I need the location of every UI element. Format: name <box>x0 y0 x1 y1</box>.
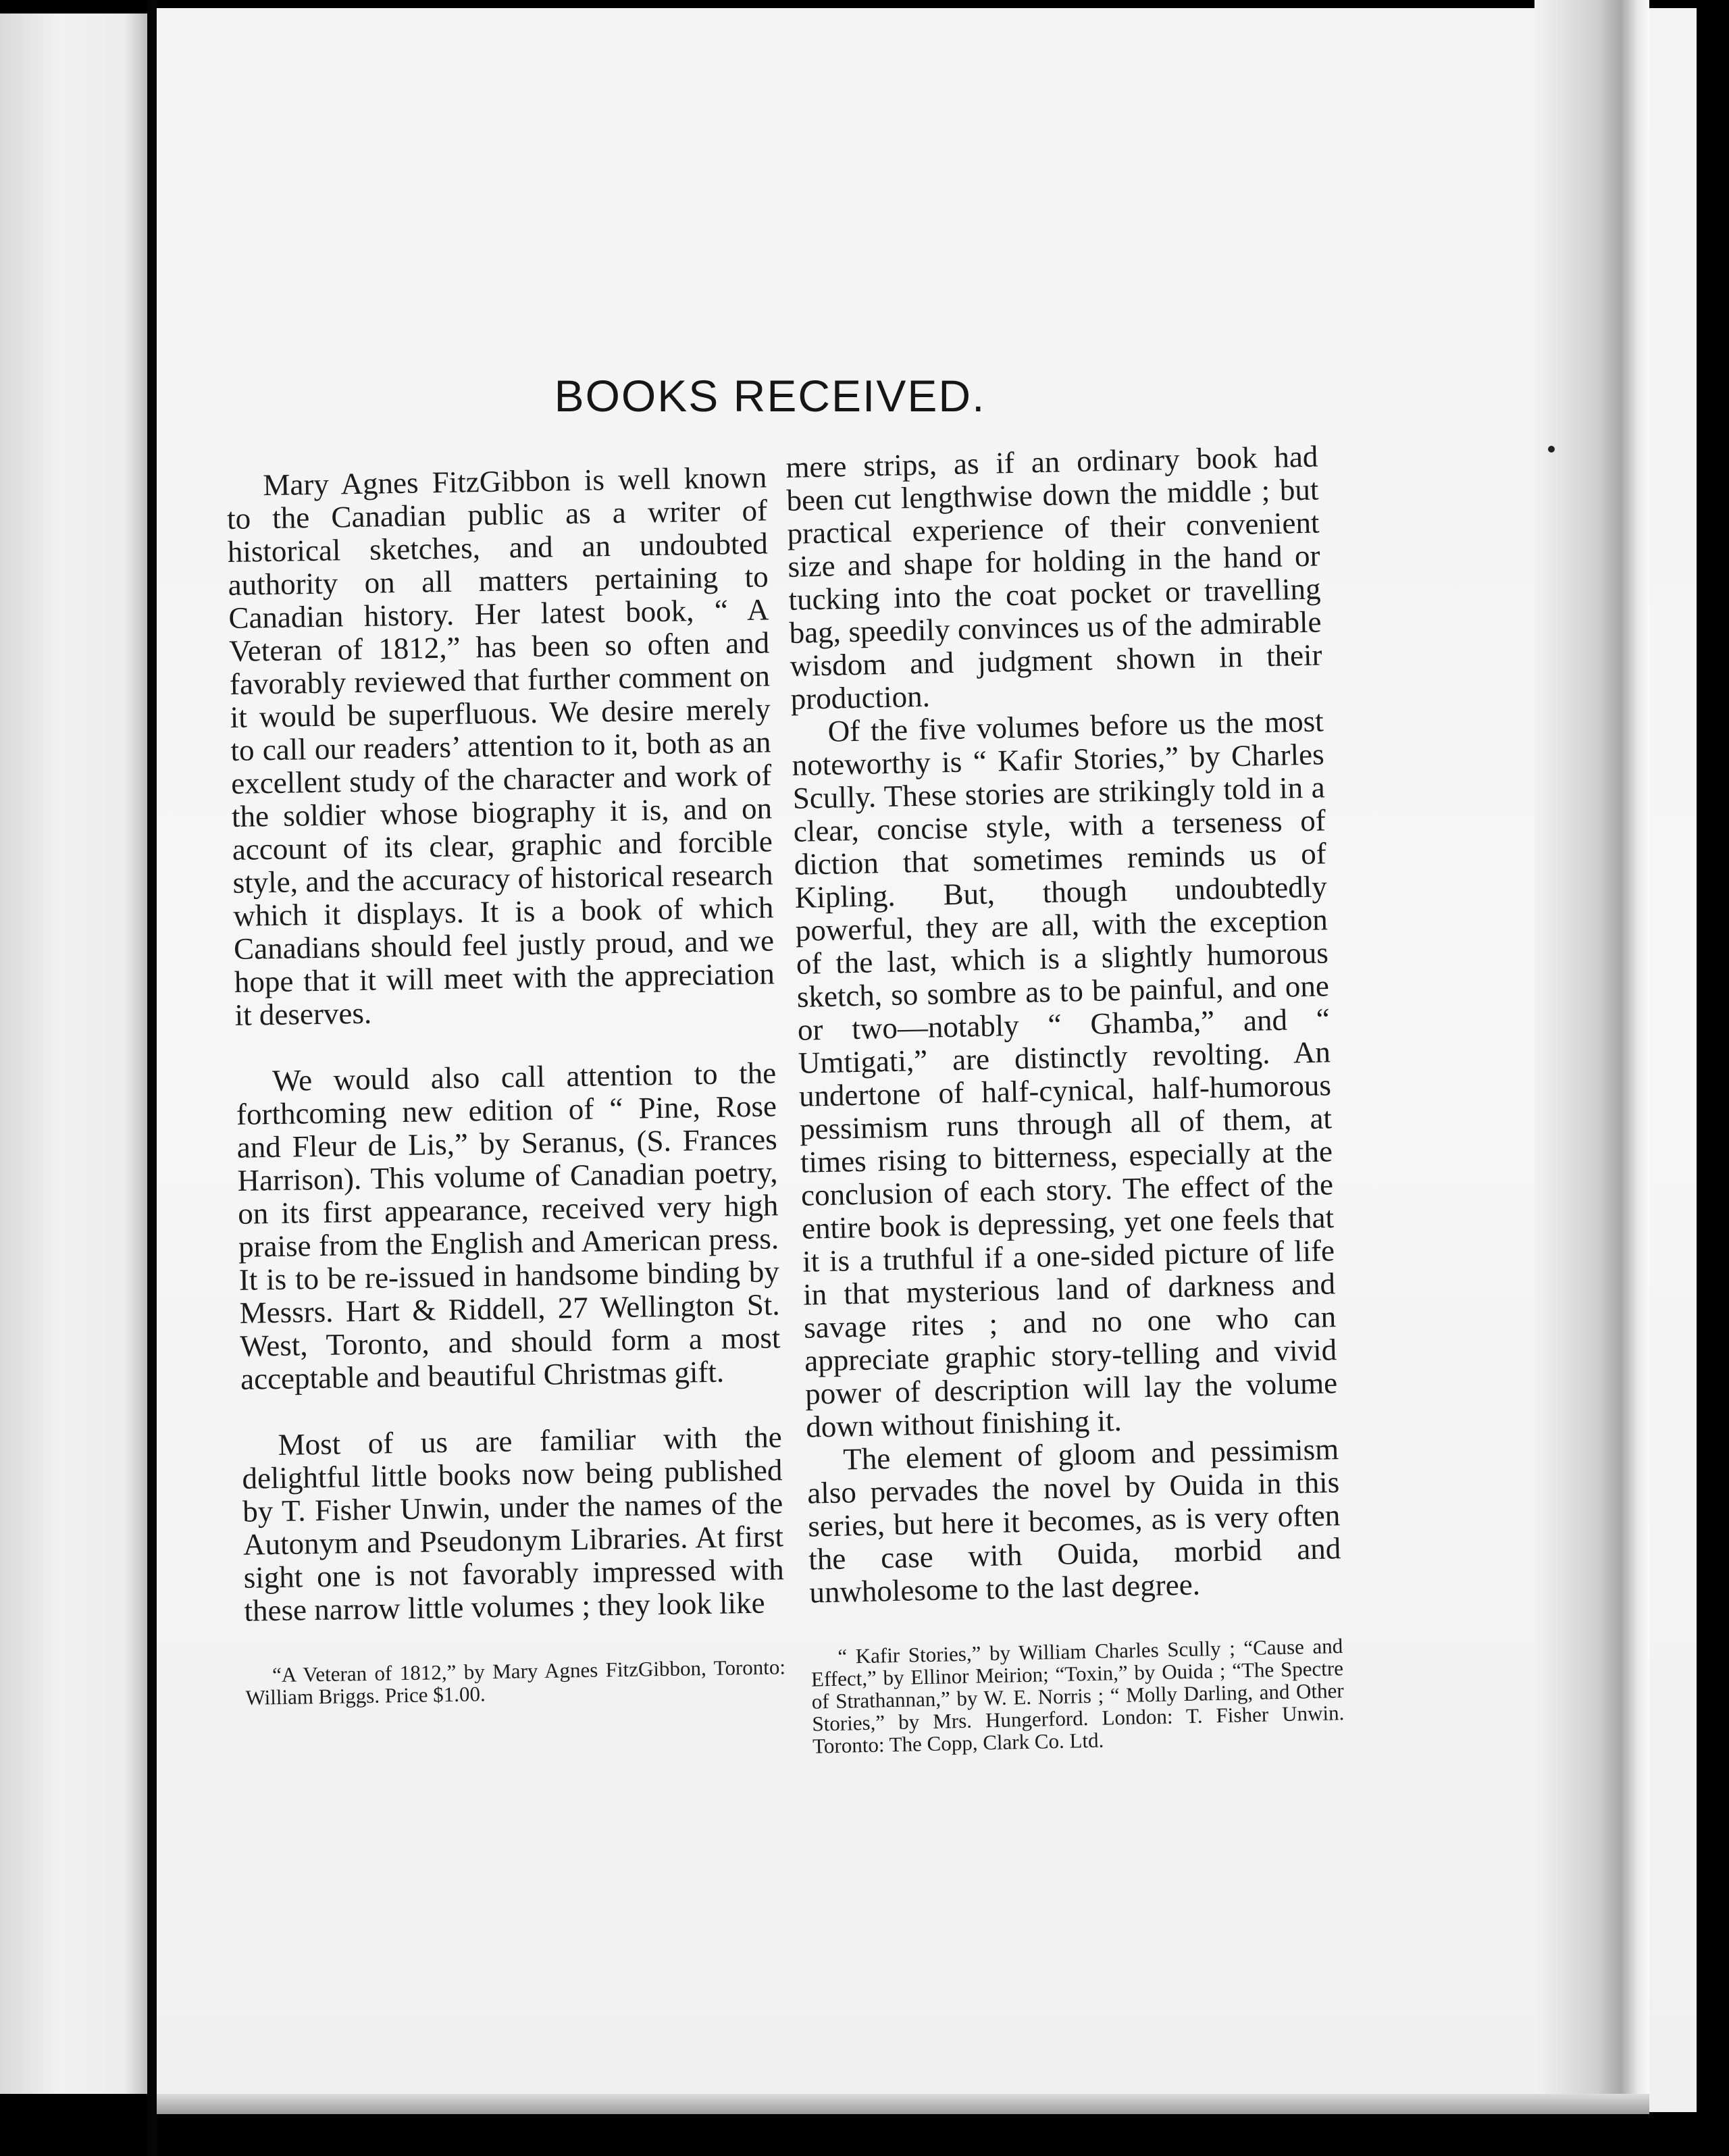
footnote-kafir: “ Kafir Stories,” by William Charles Scully ; “Cause and Effect,” by Ellinor Meirion; “Toxin,” by Ouida ; “The Spectre of Strathannan,” by W. E. Norris ; “ Molly Darling, and Other Stories,” by Mrs. Hungerford. London: T. Fisher Unwin. Toronto: The Copp, Clark Co. Ltd. <box>810 1634 1345 1758</box>
page-right-edge <box>1534 0 1649 2094</box>
page-bottom-edge <box>157 2094 1649 2114</box>
text-column-right <box>785 440 1345 1757</box>
margin-mark <box>1548 446 1555 453</box>
page-title: BOOKS RECEIVED. <box>554 371 986 421</box>
left-page-edge <box>0 14 147 2094</box>
paragraph-mere-strips: mere strips, as if an ordinary book had been cut lengthwise down the middle ; but practical experience of their convenient size and shape for holding in the hand or tucking into the coat pocket or travelling bag, speedily convinces us of the admirable wisdom and judgment shown in their production. <box>785 439 1323 716</box>
paragraph-ouida: The element of gloom and pessimism also pervades the novel by Ouida in this series, but here it becomes, as is very often the case with Ouida, morbid and unwholesome to the last degree. <box>806 1432 1341 1610</box>
text-column-left <box>226 461 786 1708</box>
footnote-veteran: “A Veteran of 1812,” by Mary Agnes FitzGibbon, Toronto: William Briggs. Price $1.00. <box>245 1655 786 1710</box>
paragraph-pine-rose: We would also call attention to the forthcoming new edition of “ Pine, Rose and Fleur de Lis,” by Seranus, (S. Frances Harrison). This volume of Canadian poetry, on its first appearance, received very high praise from the English and American press. It is to be re-issued in handsome binding by Messrs. Hart & Riddell, 27 Wellington St. West, Toronto, and should form a most acceptable and beautiful Christmas gift. <box>236 1056 781 1396</box>
paragraph-unwin-libraries: Most of us are familiar with the delightful little books now being published by T. Fisher Unwin, under the names of the Autonym and Pseudonym Libraries. At first sight one is not favorably impressed with these narrow little volumes ; they look like <box>242 1420 785 1628</box>
paragraph-kafir-stories: Of the five volumes before us the most noteworthy is “ Kafir Stories,” by Charles Scully. These stories are strikingly told in a clear, concise style, with a terseness of diction that sometimes reminds us of Kipling. But, though undoubtedly powerful, they are all, with the exception of the last, which is a slightly humorous sketch, so sombre as to be painful, and one or two—notably “ Ghamba,” and “ Umtigati,” are distinctly revolting. An undertone of half-cynical, half-humorous pessimism runs through all of them, at times rising to bitterness, especially at the conclusion of each story. The effect of the entire book is depressing, yet one feels that it is a truthful if a one-sided picture of life in that mysterious land of darkness and savage rites ; and no one who can appreciate graphic story-telling and vivid power of description will lay the volume down without finishing it. <box>792 704 1338 1444</box>
paragraph-fitzgibbon: Mary Agnes FitzGibbon is well known to the Canadian public as a writer of historical sketches, and an undoubted authority on all matters pertaining to Canadian history. Her latest book, “ A Veteran of 1812,” has been so often and favorably reviewed that further comment on it would be superfluous. We desire merely to call our readers’ attention to it, both as an excellent study of the character and work of the soldier whose biography it is, and on account of its clear, graphic and forcible style, and the accuracy of historical research which it displays. It is a book of which Canadians should feel justly proud, and we hope that it will meet with the appreciation it deserves. <box>226 460 775 1032</box>
